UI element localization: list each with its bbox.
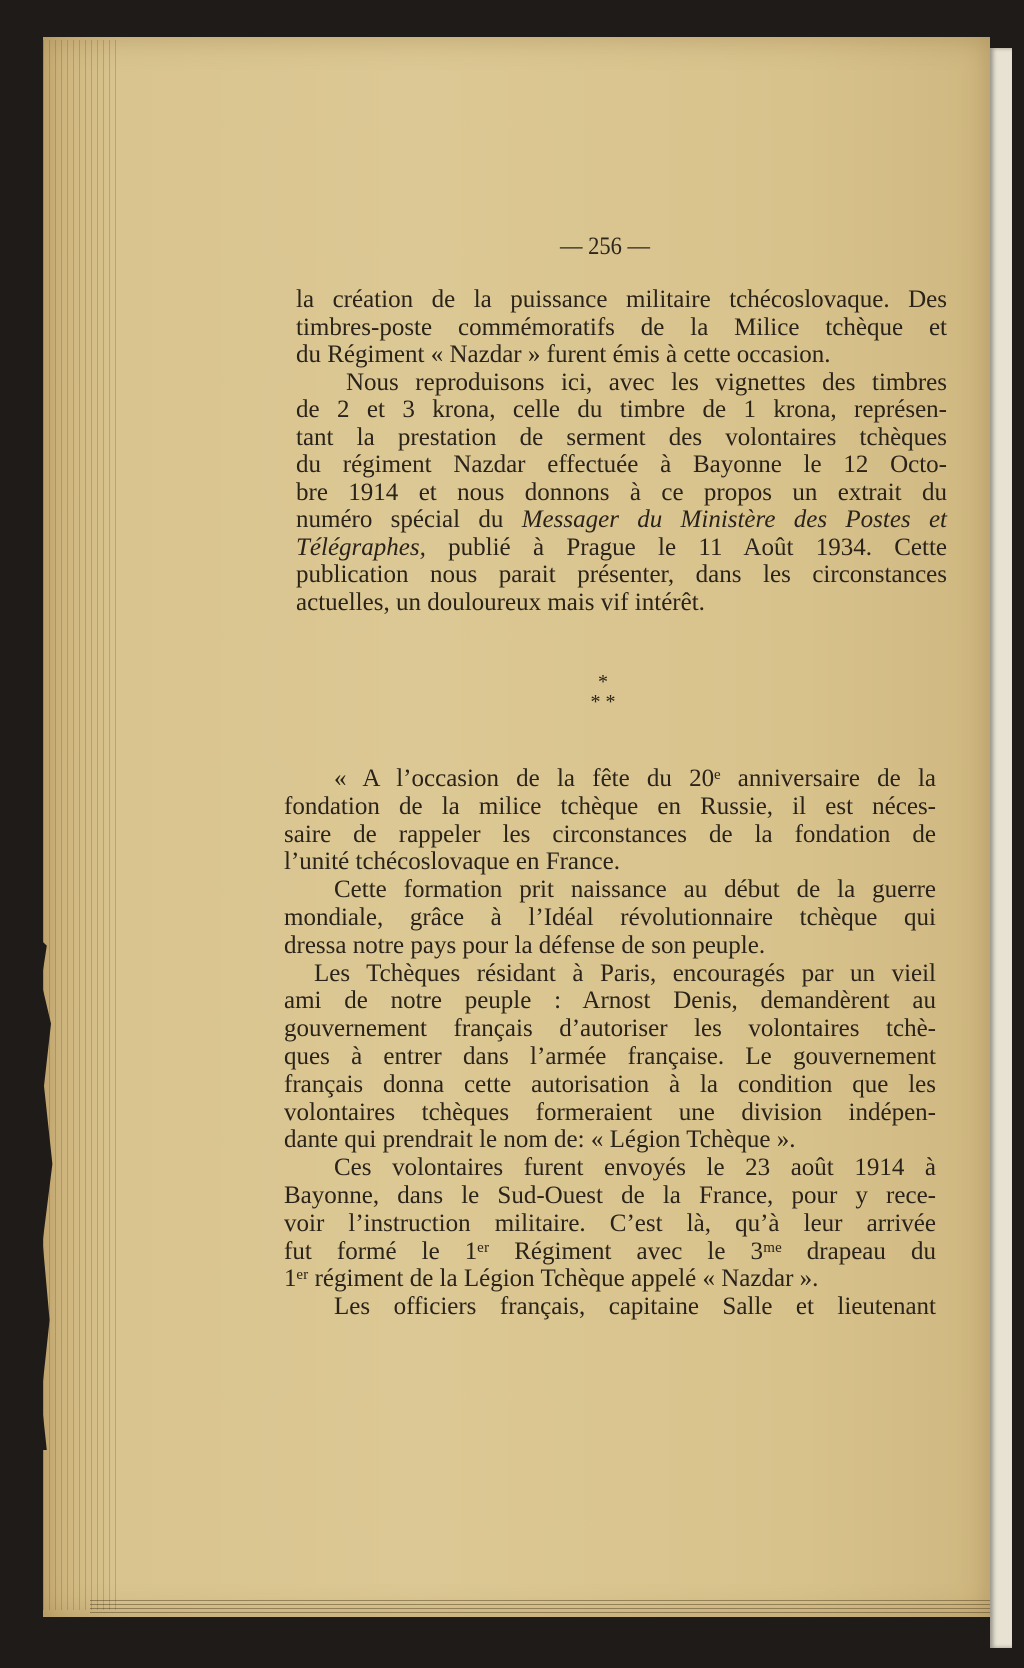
text-run: du régiment Nazdar effectuée à Bayonne le 12 Octo- bbox=[296, 451, 947, 478]
text-run: fondation de la milice tchèque en Russie, il est néces- bbox=[284, 792, 936, 820]
text-line bbox=[284, 1265, 936, 1293]
text-line bbox=[296, 479, 947, 507]
text-line bbox=[284, 904, 936, 932]
text-line bbox=[296, 314, 947, 342]
text-line bbox=[284, 793, 936, 821]
text-run: Bayonne, dans le Sud-Ouest de la France, pour y rece- bbox=[284, 1181, 936, 1209]
text-line bbox=[284, 1015, 936, 1043]
text-run: Les officiers français, capitaine Salle et lieutenant bbox=[334, 1293, 936, 1321]
text-line bbox=[296, 396, 947, 424]
text-line bbox=[296, 451, 947, 479]
text-line bbox=[284, 987, 936, 1015]
text-run: ami de notre peuple : Arnost Denis, demandèrent au bbox=[284, 987, 936, 1015]
text-run: l’unité tchécoslovaque en France. bbox=[284, 848, 620, 876]
italic-title-run: Télégraphes, bbox=[296, 533, 426, 561]
page-number: — 256 — bbox=[560, 233, 650, 260]
text-line bbox=[296, 506, 947, 534]
page-stack-bottom bbox=[90, 1600, 990, 1614]
asterism-top: * bbox=[598, 671, 608, 693]
text-line bbox=[296, 589, 947, 617]
text-line bbox=[284, 1099, 936, 1127]
asterism-bottom: * * bbox=[590, 691, 616, 713]
text-run: timbres-poste commémoratifs de la Milice tchèque et bbox=[296, 313, 947, 341]
text-line bbox=[284, 1043, 936, 1071]
text-run: 1ᵉʳ régiment de la Légion Tchèque appelé « Nazdar ». bbox=[284, 1265, 819, 1293]
text-line bbox=[284, 1293, 936, 1321]
paragraph-block-quote bbox=[284, 765, 936, 1321]
text-line bbox=[296, 534, 947, 562]
text-run: gouvernement français d’autoriser les volontaires tchè- bbox=[284, 1015, 936, 1043]
text-line bbox=[284, 1238, 936, 1266]
text-run: publication nous parait présenter, dans les circonstances bbox=[296, 561, 947, 588]
text-run: actuelles, un douloureux mais vif intérêt. bbox=[296, 588, 705, 616]
text-line bbox=[296, 341, 947, 369]
paragraph-block-intro bbox=[296, 286, 947, 616]
text-run: Nous reproduisons ici, avec les vignettes des timbres bbox=[346, 368, 947, 396]
asterism-separator bbox=[583, 672, 623, 712]
text-line bbox=[296, 369, 947, 397]
text-line bbox=[284, 1182, 936, 1210]
text-run: de 2 et 3 krona, celle du timbre de 1 krona, représen- bbox=[296, 396, 947, 423]
text-run: Cette formation prit naissance au début de la guerre bbox=[334, 876, 936, 904]
text-line bbox=[284, 765, 936, 793]
text-line bbox=[296, 286, 947, 314]
text-run: dressa notre pays pour la défense de son peuple. bbox=[284, 931, 766, 959]
text-run: « A l’occasion de la fête du 20ᵉ anniversaire de la bbox=[334, 765, 936, 792]
text-run: Ces volontaires furent envoyés le 23 août 1914 à bbox=[334, 1154, 936, 1182]
page-stack-edges bbox=[43, 40, 118, 1610]
text-line bbox=[284, 932, 936, 960]
text-line bbox=[284, 1210, 936, 1238]
text-run: français donna cette autorisation à la condition que les bbox=[284, 1070, 936, 1098]
text-line bbox=[296, 424, 947, 452]
text-line bbox=[296, 561, 947, 589]
facing-page-edge bbox=[990, 48, 1012, 1648]
text-run: voir l’instruction militaire. C’est là, qu’à leur arrivée bbox=[284, 1209, 936, 1237]
text-run: numéro spécial du bbox=[296, 506, 522, 533]
text-run: du Régiment « Nazdar » furent émis à cette occasion. bbox=[296, 341, 831, 368]
text-run: la création de la puissance militaire tchécoslovaque. Des bbox=[296, 286, 947, 313]
text-line bbox=[284, 1071, 936, 1099]
text-line bbox=[284, 1154, 936, 1182]
text-line bbox=[284, 848, 936, 876]
text-line bbox=[284, 1126, 936, 1154]
text-run: fut formé le 1ᵉʳ Régiment avec le 3ᵐᵉ drapeau du bbox=[284, 1237, 936, 1265]
text-run: publié à Prague le 11 Août 1934. Cette bbox=[425, 533, 947, 561]
text-run: volontaires tchèques formeraient une division indépen- bbox=[284, 1098, 936, 1126]
text-run: tant la prestation de serment des volontaires tchèques bbox=[296, 423, 947, 451]
text-run: Les Tchèques résidant à Paris, encouragés par un vieil bbox=[314, 959, 936, 987]
text-line bbox=[284, 960, 936, 988]
text-run: ques à entrer dans l’armée française. Le gouvernement bbox=[284, 1042, 936, 1070]
text-run: dante qui prendrait le nom de: « Légion Tchèque ». bbox=[284, 1126, 796, 1154]
text-run: mondiale, grâce à l’Idéal révolutionnaire tchèque qui bbox=[284, 903, 936, 931]
text-run: bre 1914 et nous donnons à ce propos un extrait du bbox=[296, 478, 947, 506]
italic-title-run: Messager du Ministère des Postes et bbox=[521, 506, 947, 533]
text-line bbox=[284, 876, 936, 904]
text-run: saire de rappeler les circonstances de la fondation de bbox=[284, 820, 936, 848]
text-line bbox=[284, 821, 936, 849]
